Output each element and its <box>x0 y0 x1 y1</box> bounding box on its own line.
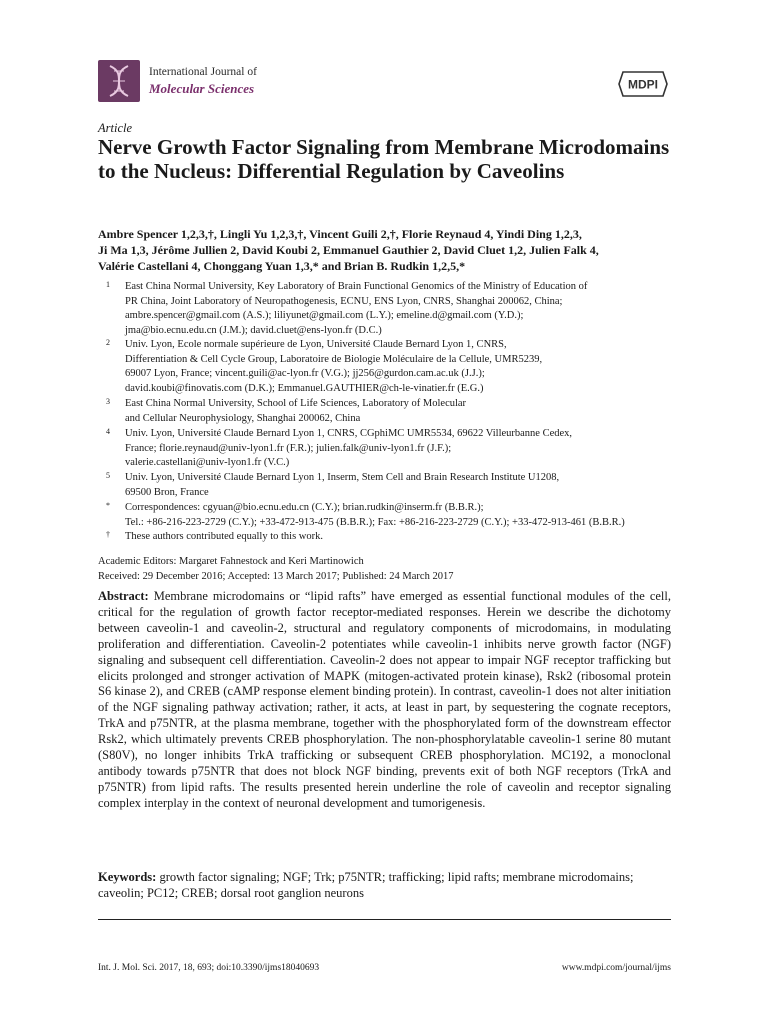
affiliation-line: Tel.: +86-216-223-2729 (C.Y.); +33-472-913-475 (B.B.R.); Fax: +86-216-223-2729 (C.Y.); +33-472-913-461 (B.B.R.) <box>125 516 625 528</box>
mdpi-logo <box>617 70 669 98</box>
keywords-text: growth factor signaling; NGF; Trk; p75NTR; trafficking; lipid rafts; membrane microdomains; caveolin; PC12; CREB; dorsal root ganglion neurons <box>98 870 634 900</box>
affiliation-line: France; florie.reynaud@univ-lyon1.fr (F.R.); julien.falk@univ-lyon1.fr (J.F.); <box>125 442 452 454</box>
affiliation-line: Univ. Lyon, Université Claude Bernard Lyon 1, Inserm, Stem Cell and Brain Research Institute U1208, <box>125 472 560 483</box>
affiliation-number: 2 <box>106 338 110 347</box>
journal-name-line2: Molecular Sciences <box>149 81 255 96</box>
affiliation-line: ambre.spencer@gmail.com (A.S.); liliyunet@gmail.com (L.Y.); emeline.d@gmail.com (Y.D.); <box>125 310 524 321</box>
author-line: Valérie Castellani 4, Chonggang Yuan 1,3,* and Brian B. Rudkin 1,2,5,* <box>98 259 466 273</box>
affiliation-line: jma@bio.ecnu.edu.cn (J.M.); david.cluet@ens-lyon.fr (D.C.) <box>125 324 382 336</box>
keywords <box>98 870 671 902</box>
publication-dates: Received: 29 December 2016; Accepted: 13 March 2017; Published: 24 March 2017 <box>98 570 454 582</box>
article-type: Article <box>98 121 133 135</box>
affiliation-line: and Cellular Neurophysiology, Shanghai 200062, China <box>125 412 361 424</box>
affiliation-line: 69007 Lyon, France; vincent.guili@ac-lyon.fr (V.G.); jj256@gurdon.cam.ac.uk (J.J.); <box>125 368 485 379</box>
affiliation-line: Differentiation & Cell Cycle Group, Laboratoire de Biologie Moléculaire de la Cellule, UMR5239, <box>125 353 543 365</box>
affiliation-line: East China Normal University, School of Life Sciences, Laboratory of Molecular <box>125 398 467 409</box>
affiliation-number: * <box>106 501 110 510</box>
affiliation-line: Univ. Lyon, Université Claude Bernard Lyon 1, CNRS, CGphiMC UMR5534, 69622 Villeurbanne Cedex, <box>125 428 573 439</box>
affiliation-number: † <box>106 530 110 539</box>
affiliation-number: 3 <box>106 397 110 406</box>
citation: Int. J. Mol. Sci. 2017, 18, 693; doi:10.3390/ijms18040693 <box>98 963 320 973</box>
author-list <box>98 226 678 274</box>
journal-logo <box>98 60 140 102</box>
affiliation-line: Univ. Lyon, Ecole normale supérieure de Lyon, Université Claude Bernard Lyon 1, CNRS, <box>125 339 507 350</box>
mdpi-logo-text: MDPI <box>628 77 658 92</box>
affiliation-line: Correspondences: cgyuan@bio.ecnu.edu.cn (C.Y.); brian.rudkin@inserm.fr (B.B.R.); <box>125 502 484 513</box>
affiliation-number: 4 <box>106 427 110 436</box>
footer-divider <box>98 919 671 920</box>
journal-name-line1: International Journal of <box>149 66 257 78</box>
author-line: Ambre Spencer 1,2,3,†, Lingli Yu 1,2,3,†, Vincent Guili 2,†, Florie Reynaud 4, Yindi Ding 1,2,3, <box>98 227 582 241</box>
affiliation-number: 5 <box>106 471 110 480</box>
dna-icon <box>98 60 140 102</box>
keywords-label: Keywords: <box>98 870 157 884</box>
abstract-label: Abstract: <box>98 589 149 603</box>
journal-url[interactable]: www.mdpi.com/journal/ijms <box>561 963 671 973</box>
editorial-info <box>98 555 678 584</box>
academic-editors: Academic Editors: Margaret Fahnestock and Keri Martinowich <box>98 556 364 567</box>
affiliation-line: East China Normal University, Key Laboratory of Brain Functional Genomics of the Ministry of Education of <box>125 281 588 292</box>
affiliation-line: These authors contributed equally to this work. <box>125 531 323 542</box>
affiliation-line: PR China, Joint Laboratory of Neuropathogenesis, ECNU, ENS Lyon, CNRS, Shanghai 200062, China; <box>125 295 563 307</box>
affiliation-line: 69500 Bron, France <box>125 486 209 498</box>
affiliation-number: 1 <box>106 280 110 289</box>
affiliation-line: valerie.castellani@univ-lyon1.fr (V.C.) <box>125 457 290 468</box>
author-line: Ji Ma 1,3, Jérôme Jullien 2, David Koubi 2, Emmanuel Gauthier 2, David Cluet 1,2, Julien Falk 4, <box>98 243 599 257</box>
abstract-text: Membrane microdomains or “lipid rafts” have emerged as essential functional modules of the cell, critical for the regulation of growth factor receptor-mediated responses. Herein we describe the dichotomy between caveolin-1 and caveolin-2, structural and regulatory components of microdomains, in modulating proliferation and differentiation. Caveolin-2 potentiates while caveolin-1 inhibits nerve growth factor (NGF) signaling and subsequent cell differentiation. Caveolin-2 does not appear to impair NGF receptor trafficking but elicits prolonged and stronger activation of MAPK (mitogen-activated protein kinase), Rsk2 (ribosomal protein S6 kinase 2), and CREB (cAMP response element binding protein). In contrast, caveolin-1 does not alter initiation of the NGF signaling pathway activation; rather, it acts, at least in part, by sequestering the cognate receptors, TrkA and p75NTR, at the plasma membrane, together with the phosphorylated form of the downstream effector Rsk2, which ultimately prevents CREB phosphorylation. The non-phosphorylatable caveolin-1 serine 80 mutant (S80V), no longer inhibits TrkA trafficking or subsequent CREB phosphorylation. MC192, a monoclonal antibody towards p75NTR that does not block NGF binding, prevents exit of both NGF receptors (TrkA and p75NTR) from lipid rafts. The results presented herein underline the role of caveolin and receptor signaling complex interplay in the context of neuronal development and tumorigenesis. <box>98 589 672 810</box>
abstract <box>98 589 671 812</box>
paper-title: Nerve Growth Factor Signaling from Membrane Microdomains to the Nucleus: Differential Regulation by Caveolins <box>98 135 670 183</box>
affiliation-line: david.koubi@finovatis.com (D.K.); Emmanuel.GAUTHIER@ch-le-vinatier.fr (E.G.) <box>125 382 484 394</box>
